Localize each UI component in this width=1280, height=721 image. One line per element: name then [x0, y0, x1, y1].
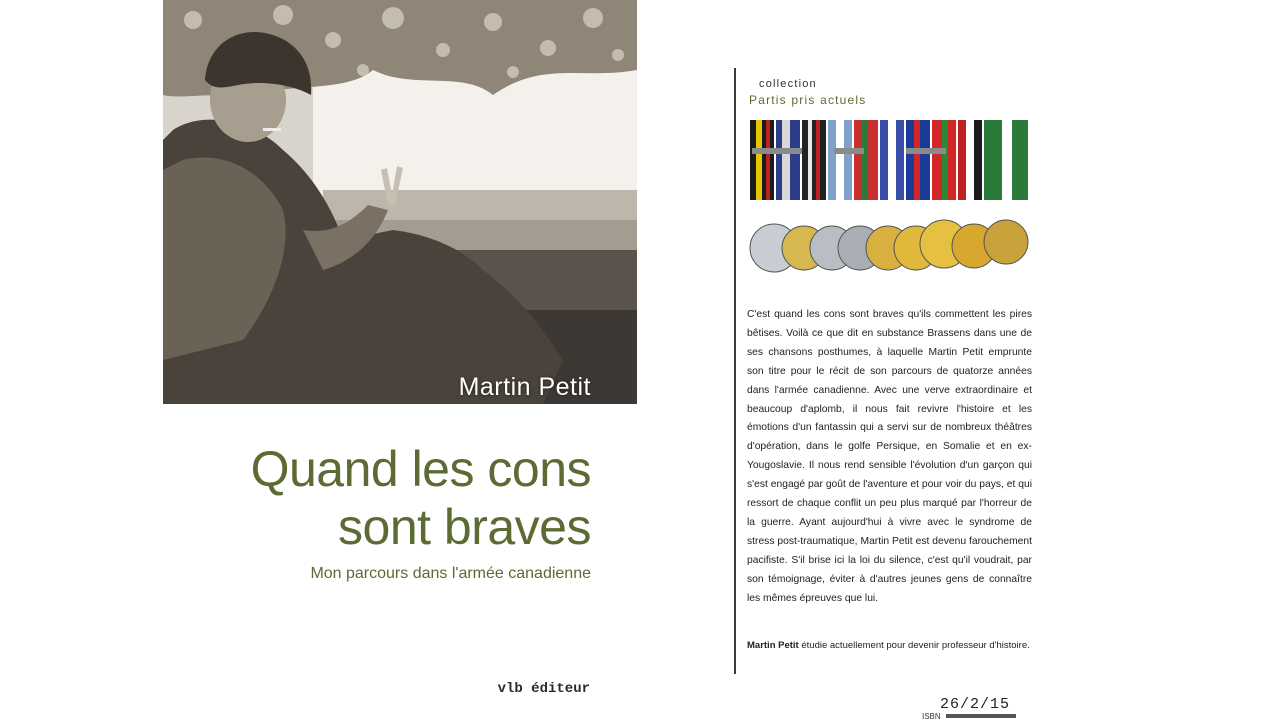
book-title: [163, 440, 591, 556]
cover-author-name: Martin Petit: [458, 373, 591, 401]
collection-name: Partis pris actuels: [749, 93, 867, 107]
isbn-label: ISBN: [922, 712, 941, 721]
book-title-line-1: Quand les cons: [250, 441, 591, 497]
author-bio: [747, 640, 1047, 651]
back-cover-blurb: C'est quand les cons sont braves qu'ils commettent les pires bêtises. Voilà ce que dit en substance Brassens dans une de ses chansons posthumes, à laquelle Martin Petit emprunte son titre pour le récit de son parcours de quatorze années dans l'armée canadienne. Avec une verve extraordinaire et beaucoup d'aplomb, il nous fait revivre l'histoire et les émotions d'un fantassin qui a servi sur de nombreux théâtres d'opération, dans le golfe Persique, en Somalie et en ex-Yougoslavie. Il nous rend sensible l'évolution d'un garçon qui s'est engagé par goût de l'aventure et pour voir du pays, et qui ressort de chaque conflit un peu plus marqué par l'horreur de la guerre. Ayant aujourd'hui à vivre avec le syndrome de stress post-traumatique, Martin Petit est devenu farouchement pacifiste. S'il brise ici la loi du silence, c'est qu'il voudrait, par son témoignage, éviter à d'autres jeunes gens de connaître les mêmes épreuves que lui.: [747, 309, 1032, 604]
collection-label: collection: [759, 78, 817, 90]
publisher-logo: vlb éditeur: [497, 681, 590, 697]
date-stamp: 26/2/15: [940, 696, 1011, 713]
isbn-number-bar: [946, 714, 1016, 718]
cover-photo: [163, 0, 637, 404]
book-title-line-2: sont braves: [338, 499, 591, 555]
author-bio-text: étudie actuellement pour devenir professeur d'histoire.: [798, 640, 1030, 651]
author-bio-name: Martin Petit: [747, 640, 799, 651]
soldier-photo-icon: [163, 0, 637, 404]
spine-divider: [734, 68, 736, 674]
medals-icon: [744, 116, 1034, 282]
book-subtitle: Mon parcours dans l'armée canadienne: [310, 565, 591, 582]
